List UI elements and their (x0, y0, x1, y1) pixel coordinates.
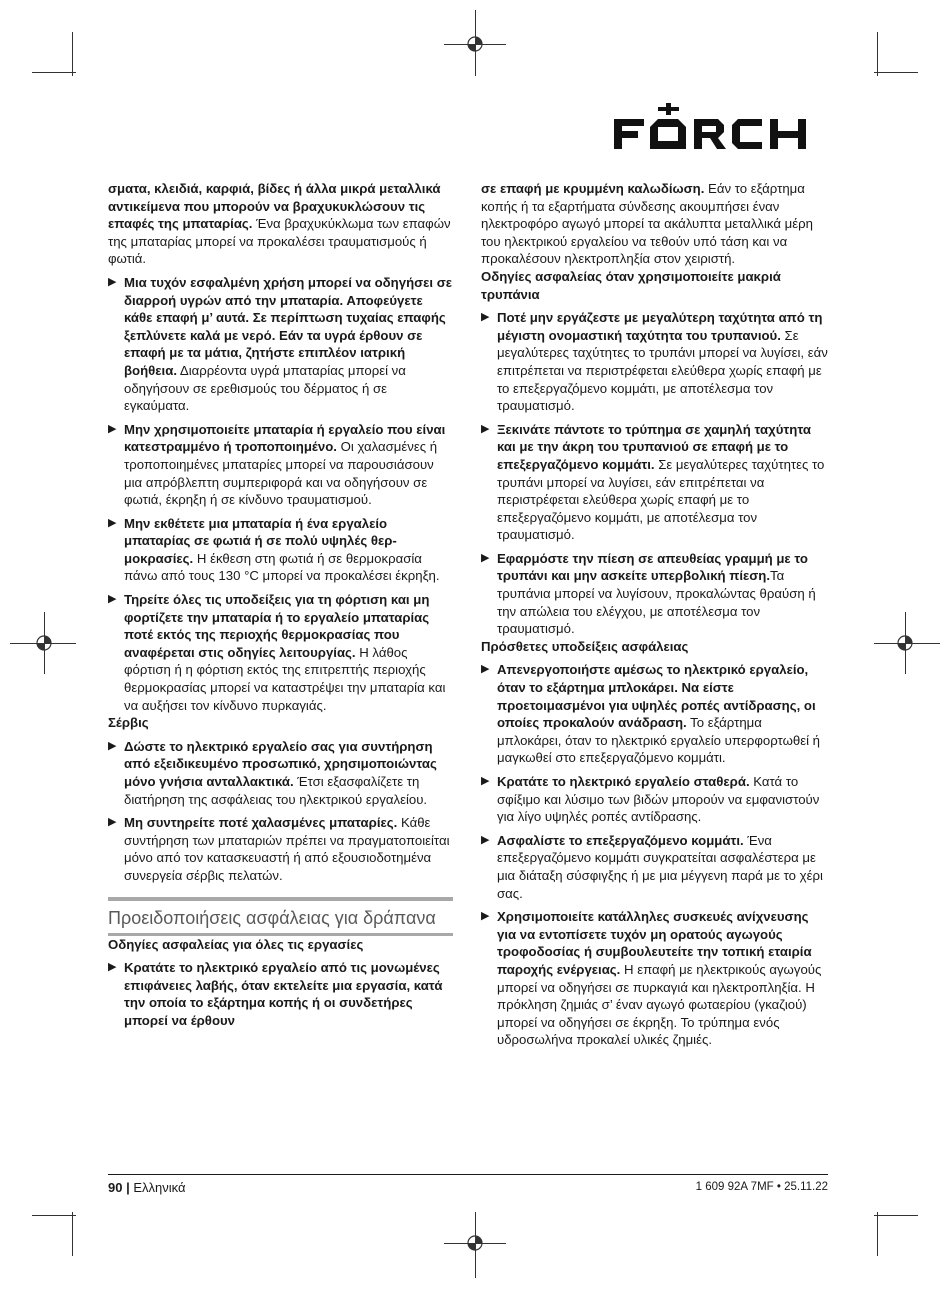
bold-text: Μη συντηρείτε ποτέ χαλασμένες μπαταρίες. (124, 815, 398, 831)
body-text: Διαρρέοντα υγρά μπαταρίας μπορεί να οδηγήσουν σε ερεθισμούς του δέρματος ή σε εγκαύματα. (124, 362, 406, 414)
bold-text: Ποτέ μην εργάζεστε με μεγαλύτερη ταχύτητα από τη μέγιστη ονομαστική ταχύτητα του τρυπανιού. (497, 310, 823, 343)
bold-text: Μην εκθέτετε μια μπαταρία ή ένα εργαλείο μπαταρίας σε φωτιά ή σε πολύ υψηλές θερμοκρασίες. (124, 515, 397, 566)
bold-text: Εφαρμόστε την πίεση σε απευθείας γραμμή με το τρυπάνι και μην ασκείτε υπερβολική πίεση. (497, 550, 808, 584)
right-column (481, 180, 828, 1049)
bullet-arrow-icon: ▶ (481, 551, 490, 564)
footer-language: Ελληνικά (133, 1180, 186, 1195)
list-item (481, 908, 828, 1049)
bullet-arrow-icon: ▶ (481, 311, 490, 324)
crop-mark (874, 72, 918, 73)
bold-text: Μην χρησιμοποιείτε μπαταρία ή εργαλείο που είναι κατεστραμμένο ή τροποποιημένο. (124, 421, 446, 455)
list-item (108, 738, 453, 808)
paragraph (108, 180, 453, 268)
body-text: Έτσι εξασφαλίζετε τη διατήρηση της ασφάλειας του ηλεκτρικού εργαλείου. (124, 774, 428, 807)
body-text: Ένα βραχυκύκλωμα των επαφών της μπαταρίας μπορεί να προκαλέσει τραυματισμούς ή φωτιά. (108, 216, 451, 267)
body-text: Τα τρυπάνια μπορεί να λυγίσουν, προκαλώντας θραύση ή την απώλεια του ελέγχου, με αποτέλεσμα τον τραυματισμό. (497, 568, 816, 637)
footer-divider (108, 1174, 828, 1175)
registration-mark-icon (895, 633, 915, 653)
bullet-arrow-icon: ▶ (108, 739, 117, 752)
body-text: Η επαφή με ηλεκτρικούς αγωγούς μπορεί να οδηγήσει σε πυρκαγιά και ηλεκτροπληξία. Η πρόκληση ζημιάς σ’ έναν αγωγό φωταερίου (γκαζιού) μπορεί να οδηγήσει σε έκρηξη. Το τρύπημα ενός υδροσωλήνα προκαλεί υλικές ζημιές. (497, 961, 822, 1048)
bullet-arrow-icon: ▶ (108, 961, 117, 974)
list-item (108, 959, 453, 1029)
footer-separator: | (126, 1180, 130, 1195)
list-item (481, 773, 828, 826)
bullet-arrow-icon: ▶ (108, 275, 117, 288)
list-item (108, 814, 453, 884)
crop-mark (72, 32, 73, 76)
registration-mark-icon (465, 1233, 485, 1253)
forch-logo (614, 101, 828, 151)
body-text: Οι χαλασμένες ή τροποποιημένες μπαταρίες μπορεί να παρουσιάσουν μια απρόβλεπτη συμπεριφορά και να οδηγήσουν σε φωτιά, έκρηξη ή σε κίνδυνο τραυματισμού. (124, 439, 438, 508)
subheading-service: Σέρβις (108, 715, 149, 731)
body-text: Η έκθεση στη φωτιά ή σε θερμοκρασία πάνω από τους 130 °C μπορεί να προκαλέσει έκρηξη. (124, 550, 440, 584)
paragraph (481, 180, 828, 268)
list-item (481, 661, 828, 767)
page-number: 90 (108, 1180, 123, 1195)
bold-text: σε επαφή με κρυμμένη καλωδίωση. (481, 181, 705, 196)
crop-mark (32, 1215, 76, 1216)
bold-text: Δώστε το ηλεκτρικό εργαλείο σας για συντήρηση από εξειδικευμένο προσωπικό, χρησιμοποιώντας μόνο γνήσια ανταλλακτικά. (124, 738, 437, 789)
bullet-arrow-icon: ▶ (481, 910, 490, 923)
section-heading: Προειδοποιήσεις ασφάλειας για δράπανα (108, 897, 453, 936)
list-item (481, 832, 828, 902)
bullet-arrow-icon: ▶ (108, 422, 117, 435)
bold-text: Μια τυχόν εσφαλμένη χρήση μπορεί να οδηγήσει σε διαρροή υγρών από την μπαταρία. Αποφεύγετε κάθε επαφή μ’ αυτά. Σε περίπτωση τυχαίας επαφής ξεπλύνετε καλά με νερό. Εάν τα υγρά έρθουν σε επαφή με τα μάτια, ζητήστε επιπλέον ιατρική βοήθεια. (124, 274, 453, 378)
crop-mark (877, 32, 878, 76)
bullet-arrow-icon: ▶ (481, 422, 490, 435)
list-item (481, 309, 828, 415)
list-item (108, 515, 453, 585)
body-text: Το εξάρτημα μπλοκάρει, όταν το ηλεκτρικό εργαλείο υπερφορτωθεί ή μαγκωθεί στο επεξεργαζόμενο κομμάτι. (497, 715, 821, 766)
bullet-arrow-icon: ▶ (108, 516, 117, 529)
body-text: Εάν το εξάρτημα κοπής ή τα εξαρτήματα σύνδεσης ακουμπήσει έναν ηλεκτροφόρο αγωγό μπορεί τα ακάλυπτα μεταλλικά μέρη του ηλεκτρικού εργαλείου να τεθούν υπό τάση και να προκαλέσουν ηλεκτροπληξία στον χειριστή. (481, 181, 813, 267)
subheading-long-bits: Οδηγίες ασφαλείας όταν χρησιμοποιείτε μακριά τρυπάνια (481, 268, 781, 302)
crop-mark (874, 1215, 918, 1216)
registration-mark-icon (34, 633, 54, 653)
subheading-all-work: Οδηγίες ασφαλείας για όλες τις εργασίες (108, 936, 364, 952)
list-item (481, 550, 828, 638)
bullet-arrow-icon: ▶ (108, 593, 117, 606)
registration-mark-icon (465, 34, 485, 54)
body-text: Κάθε συντήρηση των μπαταριών πρέπει να πραγματοποιείται μόνο από τον κατασκευαστή ή από εξουσιοδοτημένα συνεργεία σέρβις πελατών. (124, 815, 450, 883)
bullet-arrow-icon: ▶ (481, 775, 490, 787)
bold-text: Τηρείτε όλες τις υποδείξεις για τη φόρτιση και μη φορτίζετε την μπαταρία ή το εργαλείο μπαταρίας ποτέ εκτός της περιοχής θερμοκρασίας που αναφέρεται στις οδηγίες λειτουργίας. (124, 592, 430, 660)
footer-doc-code: 1 609 92A 7MF • 25.11.22 (695, 1181, 828, 1193)
list-item (108, 274, 453, 415)
crop-mark (32, 72, 76, 73)
list-item (108, 591, 453, 714)
bold-text: Κρατάτε το ηλεκτρικό εργαλείο από τις μονωμένες επιφάνειες λαβής, όταν εκτελείτε μια εργασία, κατά την οποία το εξάρτημα κοπής ή οι συνδετήρες μπορεί να έρθουν (124, 960, 443, 1028)
subheading-additional: Πρόσθετες υποδείξεις ασφάλειας (481, 638, 689, 654)
body-text: Κατά το σφίξιμο και λύσιμο των βιδών μπορούν να εμφανιστούν για λίγο υψηλές ροπές αντίδρασης. (497, 774, 820, 825)
bold-text: Ξεκινάτε πάντοτε το τρύπημα σε χαμηλή ταχύτητα και με την άκρη του τρυπανιού σε επαφή με το επεξεργαζόμενο κομμάτι. (497, 421, 811, 472)
list-item (481, 421, 828, 544)
body-text: Σε μεγαλύτερες ταχύτητες το τρυπάνι μπορεί να λυγίσει, εάν επιτρέπεται να περιστρέφεται ελεύθερα χωρίς επαφή με το επεξεργαζόμενο κομμάτι, με αποτέλεσμα τον τραυματισμό. (497, 456, 825, 543)
bold-text: Απενεργοποιήστε αμέσως το ηλεκτρικό εργαλείο, όταν το εξάρτημα μπλοκάρει. Να είστε προετοιμασμένοι για υψηλές ροπές αντίδρασης, οι οποίες προκαλούν ανάδραση. (497, 662, 816, 731)
bullet-arrow-icon: ▶ (481, 663, 490, 676)
left-column (108, 180, 453, 1030)
bold-text: Ασφαλίστε το επεξεργαζόμενο κομμάτι. (497, 832, 744, 848)
crop-mark (877, 1212, 878, 1256)
body-text: Σε μεγαλύτερες ταχύτητες το τρυπάνι μπορεί να λυγίσει, εάν επιτρέπεται να περιστρέφεται ελεύθερα χωρίς επαφή με το επεξεργαζόμενο κομμάτι, με αποτέλεσμα τον τραυματισμό. (497, 327, 828, 414)
footer-page-info (108, 1180, 186, 1195)
bold-text: σματα, κλειδιά, καρφιά, βίδες ή άλλα μικρά μεταλλικά αντικείμενα που μπορούν να βραχυκυκλώσουν τις επαφές της μπαταρίας. (108, 181, 441, 232)
bold-text: Χρησιμοποιείτε κατάλληλες συσκευές ανίχνευσης για να εντοπίσετε τυχόν μη ορατούς αγωγούς τροφοδοσίας ή συμβουλευτείτε την τοπική εταιρία παροχής ενέργειας. (497, 909, 812, 977)
bullet-arrow-icon: ▶ (108, 816, 117, 829)
body-text: Ένα επεξεργαζόμενο κομμάτι συγκρατείται ασφαλέστερα με μια διάταξη σύσφιγξης ή με μια μέγγενη παρά με το χέρι σας. (497, 832, 823, 901)
bold-text: Κρατάτε το ηλεκτρικό εργαλείο σταθερά. (497, 774, 750, 789)
body-text: Η λάθος φόρτιση ή η φόρτιση εκτός της επιτρεπτής περιοχής θερμοκρασίας μπορεί να καταστρέψει την μπαταρία και να αυξήσει τον κίνδυνο πυρκαγιάς. (124, 644, 446, 713)
list-item (108, 421, 453, 509)
bullet-arrow-icon: ▶ (481, 833, 490, 846)
crop-mark (72, 1212, 73, 1256)
